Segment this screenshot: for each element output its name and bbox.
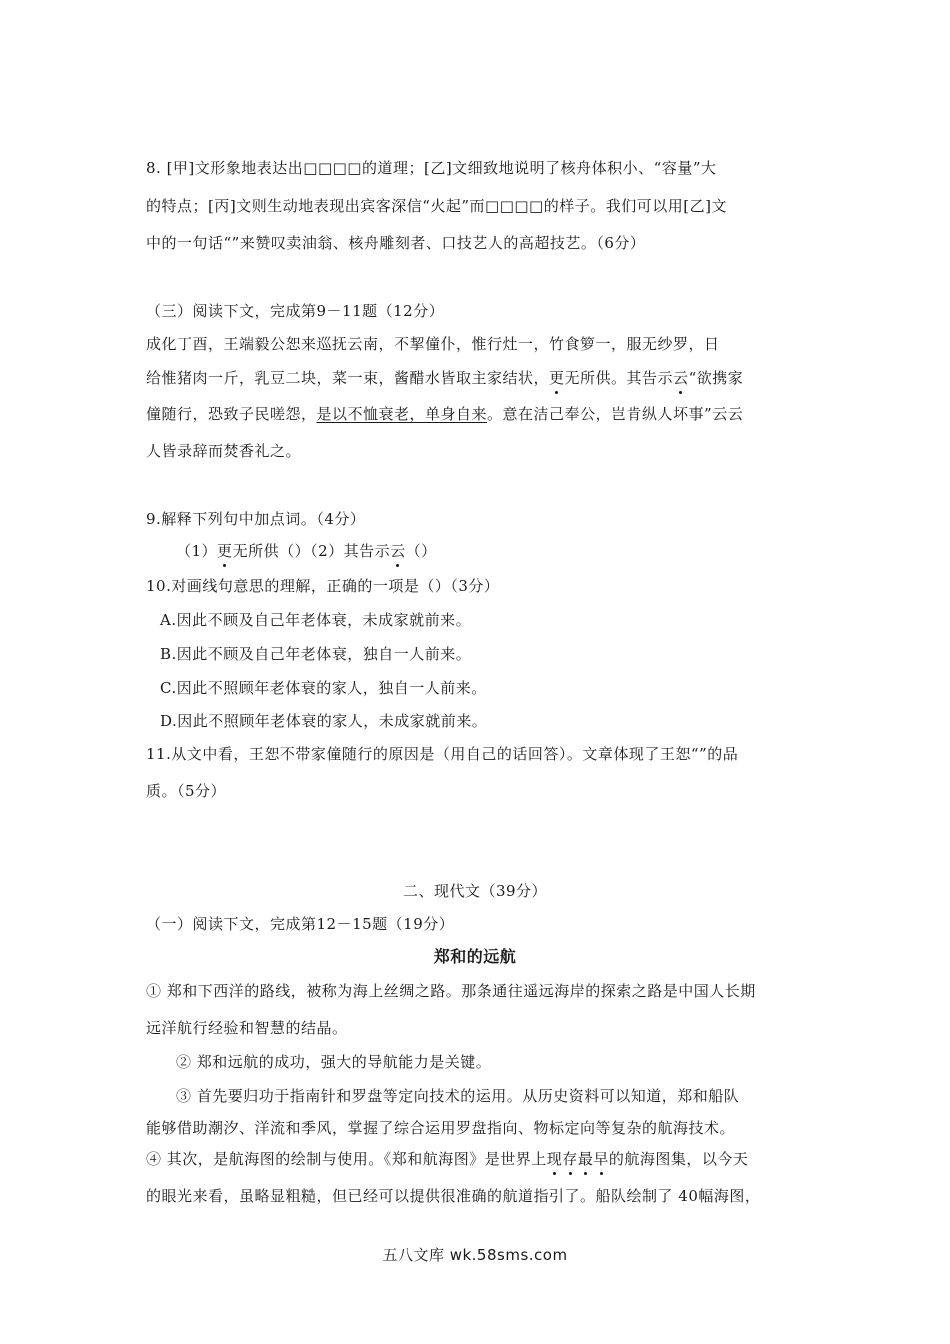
part2-sub-heading: （一）阅读下文，完成第12－15题（19分） xyxy=(146,915,455,933)
paragraph-1-line-2: 远洋航行经验和智慧的结晶。 xyxy=(146,1019,348,1037)
q10-option-d: D.因此不照顾年老体衰的家人，未成家就前来。 xyxy=(160,712,488,730)
q11-line-2: 质。（5分） xyxy=(146,782,227,800)
paragraph-4-line-2: 的眼光来看，虽略显粗糙，但已经可以提供很准确的航道指引了。船队绘制了 40幅海图， xyxy=(146,1187,761,1205)
paragraph-3-line-2: 能够借助潮汐、洋流和季风，掌握了综合运用罗盘指向、物标定向等复杂的航海技术。 xyxy=(146,1119,736,1137)
q10-option-a: A.因此不顾及自己年老体衰，未成家就前来。 xyxy=(160,611,472,629)
dotted-word: 最 xyxy=(577,1150,594,1168)
q11-line-1: 11.从文中看，王恕不带家僮随行的原因是（用自己的话回答）。文章体现了王恕“”的品 xyxy=(146,745,739,763)
dotted-word: 云 xyxy=(390,542,406,560)
footer-watermark: 五八文库 wk.58sms.com xyxy=(382,1246,568,1264)
dotted-word: 更 xyxy=(217,542,233,560)
article-title: 郑和的远航 xyxy=(433,947,517,966)
q8-line-3: 中的一句话“”来赞叹卖油翁、核舟雕刻者、口技艺人的高超技艺。（6分） xyxy=(146,234,646,252)
paragraph-2: ② 郑和远航的成功，强大的导航能力是关键。 xyxy=(176,1053,492,1071)
passage-line-1: 成化丁酉，王端毅公恕来巡抚云南，不挈僮仆，惟行灶一，竹食箩一，服无纱罗，日 xyxy=(146,335,720,353)
dotted-word: 早 xyxy=(593,1150,609,1168)
q10-stem: 10.对画线句意思的理解，正确的一项是（）（3分） xyxy=(146,577,500,595)
underlined-sentence: 是以不恤衰老，单身自来 xyxy=(316,405,488,423)
q9-stem: 9.解释下列句中加点词。（4分） xyxy=(146,510,366,528)
passage-line-3: 僮随行，恐致子民嗟怨，是以不恤衰老，单身自来。意在洁己奉公，岂肯纵人坏事”云云 xyxy=(146,405,744,423)
q10-option-b: B.因此不顾及自己年老体衰，独自一人前来。 xyxy=(160,645,472,663)
part2-heading: 二、现代文（39分） xyxy=(402,882,548,900)
dotted-word: 现 xyxy=(546,1150,563,1168)
paragraph-1-line-1: ① 郑和下西洋的路线，被称为海上丝绸之路。那条通往遥远海岸的探索之路是中国人长期 xyxy=(146,982,756,1000)
passage-line-4: 人皆录辞而焚香礼之。 xyxy=(146,442,302,460)
dotted-word: 存 xyxy=(562,1150,578,1168)
dotted-word: 云 xyxy=(673,369,689,387)
q10-option-c: C.因此不照顾年老体衰的家人，独自一人前来。 xyxy=(160,679,487,697)
q9-items: （1）更无所供（）（2）其告示云（） xyxy=(176,542,437,560)
q8-line-2: 的特点；[丙]文则生动地表现出宾客深信“火起”而□□□□的样子。我们可以用[乙]文 xyxy=(146,197,727,215)
paragraph-4-line-1: ④ 其次，是航海图的绘制与使用。《郑和航海图》是世界上现存最早的航海图集，以今天 xyxy=(146,1150,749,1168)
dotted-word: 更 xyxy=(549,369,565,387)
paragraph-3-line-1: ③ 首先要归功于指南针和罗盘等定向技术的运用。从历史资料可以知道，郑和船队 xyxy=(176,1087,740,1105)
passage-line-2: 给惟猪肉一斤，乳豆二块，菜一束，酱醋水皆取主家结状，更无所供。其告示云“欲携家 xyxy=(146,369,744,387)
section3-heading: （三）阅读下文，完成第9－11题（12分） xyxy=(146,302,445,320)
q8-line-1: 8. [甲]文形象地表达出□□□□的道理；[乙]文细致地说明了核舟体积小、“容量”大 xyxy=(146,159,717,177)
